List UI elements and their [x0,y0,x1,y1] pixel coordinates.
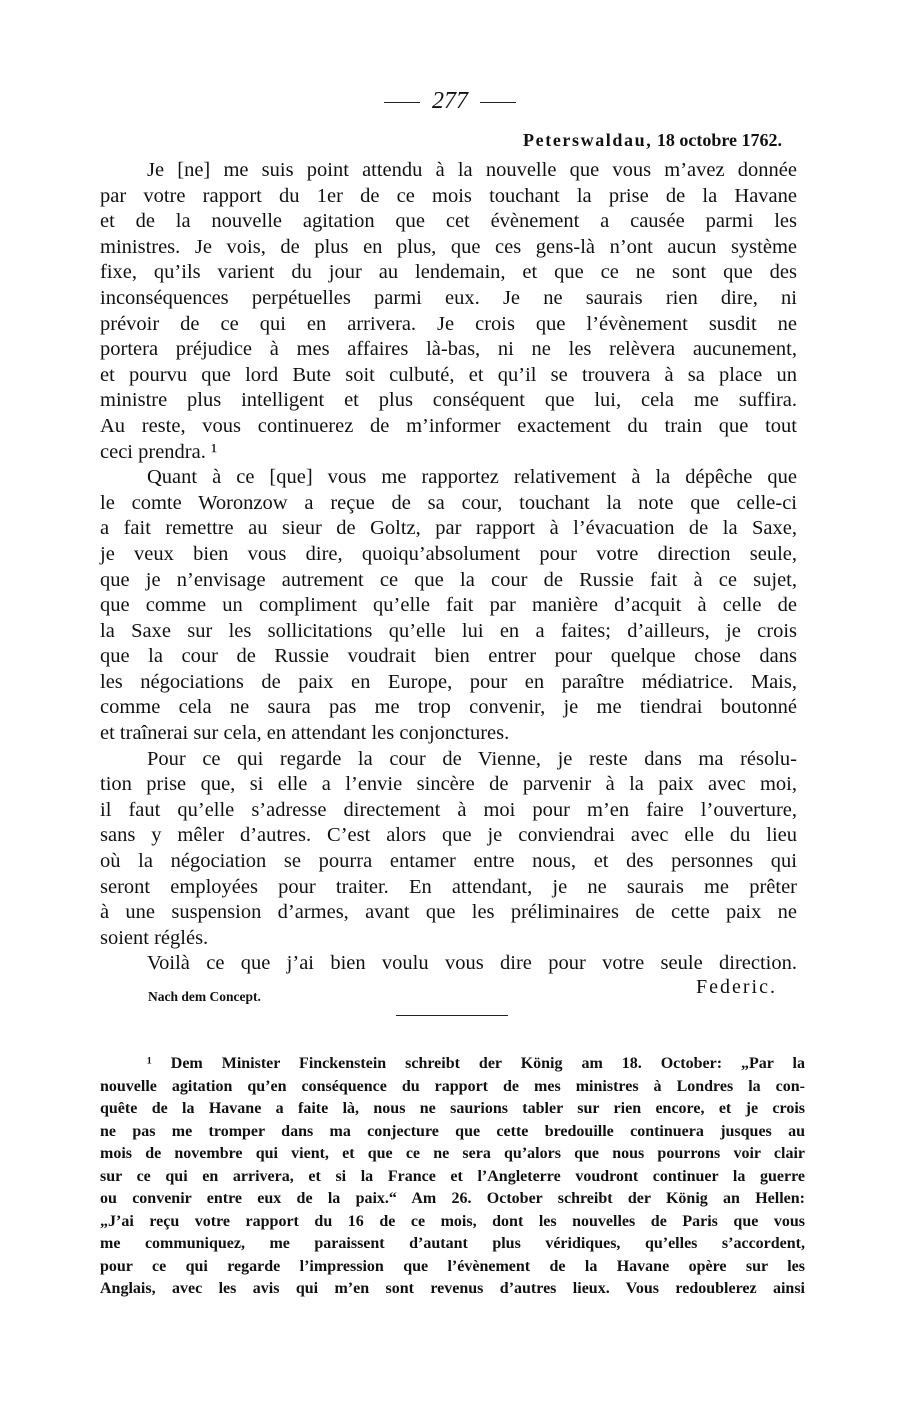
footnote-line: ne pas me tromper dans ma conjecture que cette bredouille continuera jusques au [100,1122,805,1140]
dateline-date: 18 octobre 1762. [656,130,782,150]
footnote-line: sur ce qui en arrivera, et si la France et l’Angleterre voudront continuer la guerre [100,1167,805,1185]
body-line: Quant à ce [que] vous me rapportez relativement à la dépêche que [147,466,797,489]
body-line: soient réglés. [100,926,209,949]
closing-row [100,976,797,1006]
body-line: les négociations de paix en Europe, pour en paraître médiatrice. Mais, [100,670,797,693]
dateline [523,130,782,151]
body-line: fixe, qu’ils varient du jour au lendemain, et que ce ne sont que des [100,261,797,284]
body-line: Voilà ce que j’ai bien voulu vous dire pour votre seule direction. [147,952,797,975]
body-line: le comte Woronzow a reçue de sa cour, touchant la note que celle-ci [100,491,797,514]
body-line: que comme un compliment qu’elle fait par manière d’acquit à celle de [100,594,797,617]
dateline-place: Peterswaldau, [523,130,653,150]
body-line: par votre rapport du 1er de ce mois touchant la prise de la Havane [100,184,797,207]
footnote-line: Anglais, avec les avis qui m’en sont revenus d’autres lieux. Vous redoublerez ainsi [100,1280,805,1297]
body-line: ministre plus intelligent et plus conséquent que lui, cela me suffira. [100,389,797,412]
body-line: et de la nouvelle agitation que cet évènement a causée parmi les [100,210,797,233]
body-line: que je n’envisage autrement ce que la cour de Russie fait à ce sujet, [100,568,797,591]
footnote-line: pour ce qui regarde l’impression que l’évènement de la Havane opère sur les [100,1257,805,1275]
folio-dash-left [384,102,420,103]
body-line: a fait remettre au sieur de Goltz, par rapport à l’évacuation de la Saxe, [100,517,797,540]
body-line: je veux bien vous dire, quoiqu’absolument pour votre direction seule, [100,542,797,565]
body-line: portera préjudice à mes affaires là-bas, ni ne les relèvera aucunement, [100,338,797,361]
body-line: prévoir de ce qui en arrivera. Je crois que l’évènement susdit ne [100,312,797,335]
footnote-line: ou convenir entre eux de la paix.“ Am 26. October schreibt der König an Hellen: [100,1190,805,1207]
body-line: comme cela ne saura pas me trop convenir, je me tiendrai boutonné [100,696,797,719]
footnote-line: ¹ Dem Minister Finckenstein schreibt der König am 18. October: „Par la [147,1055,805,1072]
body-line: ceci prendra. ¹ [100,440,218,463]
body-line: où la négociation se pourra entamer entre nous, et des personnes qui [100,850,797,873]
footnote-divider [396,1015,508,1016]
footnote-line: „J’ai reçu votre rapport du 16 de ce mois, dont les nouvelles de Paris que vous [100,1212,805,1230]
folio-dash-right [480,102,516,103]
body-line: et traînerai sur cela, en attendant les conjonctures. [100,722,510,745]
footnote-line: quête de la Havane a faite là, nous ne saurions tabler sur rien encore, et je crois [100,1100,805,1117]
page-number-text: 277 [432,88,468,114]
body-line: ministres. Je vois, de plus en plus, que ces gens-là n’ont aucun système [100,235,797,258]
body-line: inconséquences perpétuelles parmi eux. Je ne saurais rien dire, ni [100,286,797,309]
body-line: seront employées pour traiter. En attendant, je ne saurais me prêter [100,875,797,898]
footnote-line: nouvelle agitation qu’en conséquence du rapport de mes ministres à Londres la con- [100,1077,805,1095]
body-line: il faut qu’elle s’adresse directement à moi pour m’en faire l’ouverture, [100,798,797,821]
body-line: que la cour de Russie voudrait bien entrer pour quelque chose dans [100,645,797,668]
signature: Federic. [696,976,777,998]
letter-body [100,158,797,977]
body-line: tion prise que, si elle a l’envie sincère de parvenir à la paix avec moi, [100,773,797,796]
footnote [100,1053,805,1301]
source-note: Nach dem Concept. [148,989,261,1004]
body-line: Je [ne] me suis point attendu à la nouvelle que vous m’avez donnée [147,159,797,181]
footnote-line: mois de novembre qui vient, et que ce ne sera qu’alors que nous pourrons voir clair [100,1145,805,1162]
body-line: Au reste, vous continuerez de m’informer exactement du train que tout [100,414,797,437]
body-line: à une suspension d’armes, avant que les préliminaires de cette paix ne [100,901,797,924]
body-line: et pourvu que lord Bute soit culbuté, et qu’il se trouvera à sa place un [100,363,797,386]
body-line: Pour ce qui regarde la cour de Vienne, je reste dans ma résolu- [147,747,797,770]
page-number [0,88,900,115]
footnote-line: me communiquez, me paraissent d’autant plus véridiques, qu’elles s’accordent, [100,1235,805,1252]
body-line: sans y mêler d’autres. C’est alors que je conviendrai avec elle du lieu [100,824,797,847]
body-line: la Saxe sur les sollicitations qu’elle lui en a faites; d’ailleurs, je crois [100,619,797,642]
